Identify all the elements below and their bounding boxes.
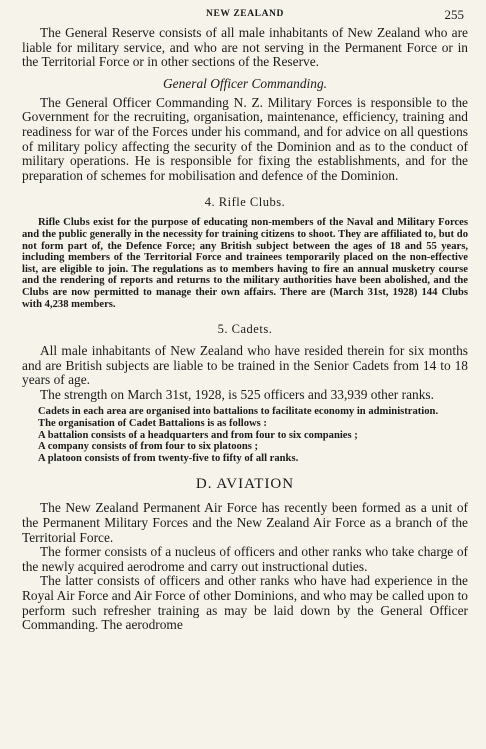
running-title: NEW ZEALAND <box>206 9 284 19</box>
cadets-note-2: The organisation of Cadet Battalions is as follows : <box>38 418 267 430</box>
cadets-note-3: A battalion consists of a headquarters and from four to six companies ; <box>38 429 358 441</box>
rifle-clubs-heading: 4. Rifle Clubs. <box>204 195 286 210</box>
running-head <box>22 0 468 26</box>
rifle-clubs-paragraph: Rifle Clubs exist for the purpose of educating non-members of the Naval and Military Forces and the public generally in the necessity for training citizens to shoot. They are affiliated to, but do not form part of, the Defence Force; any British subject between the ages of 18 and 55 years, including members of the Territorial Force and trainees temporarily placed on the non-effective list, are eligible to join. The regulations as to members having to fire an annual musketry course and the rendering of reports and returns to the military authorities have been abolished, and the Clubs are now permitted to manage their own affairs. There are (March 31st, 1928) 144 Clubs with 4,238 members. <box>22 217 468 310</box>
aviation-heading: D. AVIATION <box>195 476 295 493</box>
cadets-note-5: A platoon consists of from twenty-five to fifty of all ranks. <box>38 452 299 464</box>
cadets-paragraph-2: The strength on March 31st, 1928, is 525 officers and 33,939 other ranks. <box>40 386 434 402</box>
aviation-paragraph-2: The former consists of a nucleus of officers and other ranks who take charge of the newly acquired aerodrome and carry out instructional duties. <box>22 544 468 574</box>
aviation-paragraph-3: The latter consists of officers and other ranks who have had experience in the Royal Air Force and Air Force of other Dominions, and who may be called upon to perform such refresher training as may be laid down by the General Officer Commanding. The aerodrome <box>22 573 468 633</box>
page-number: 255 <box>444 7 464 22</box>
cadets-heading: 5. Cadets. <box>217 322 273 337</box>
goc-heading: General Officer Commanding. <box>162 75 328 91</box>
aviation-paragraph-1: The New Zealand Permanent Air Force has recently been formed as a unit of the Permanent Military Forces and the New Zealand Air Force as a branch of the Territorial Force. <box>22 500 468 545</box>
goc-paragraph: The General Officer Commanding N. Z. Military Forces is responsible to the Government for the recruiting, organisation, maintenance, efficiency, training and readiness for war of the Forces under his command, and for advice on all questions of military policy affecting the security of the Dominion and as to the conduct of military operations. He is responsible for fixing the establishments, and for the preparation of schemes for mobilisation and defence of the Dominion. <box>22 94 468 183</box>
cadets-paragraph-1: All male inhabitants of New Zealand who have resided therein for six months and are British subjects are liable to be trained in the Senior Cadets from 14 to 18 years of age. <box>22 343 468 388</box>
general-reserve-paragraph: The General Reserve consists of all male inhabitants of New Zealand who are liable for military service, and who are not serving in the Permanent Force or in the Territorial Force or in other sections of the Reserve. <box>22 25 468 70</box>
cadets-note-4: A company consists of from four to six platoons ; <box>38 441 259 453</box>
cadets-note-1: Cadets in each area are organised into battalions to facilitate economy in administration. <box>38 406 439 418</box>
